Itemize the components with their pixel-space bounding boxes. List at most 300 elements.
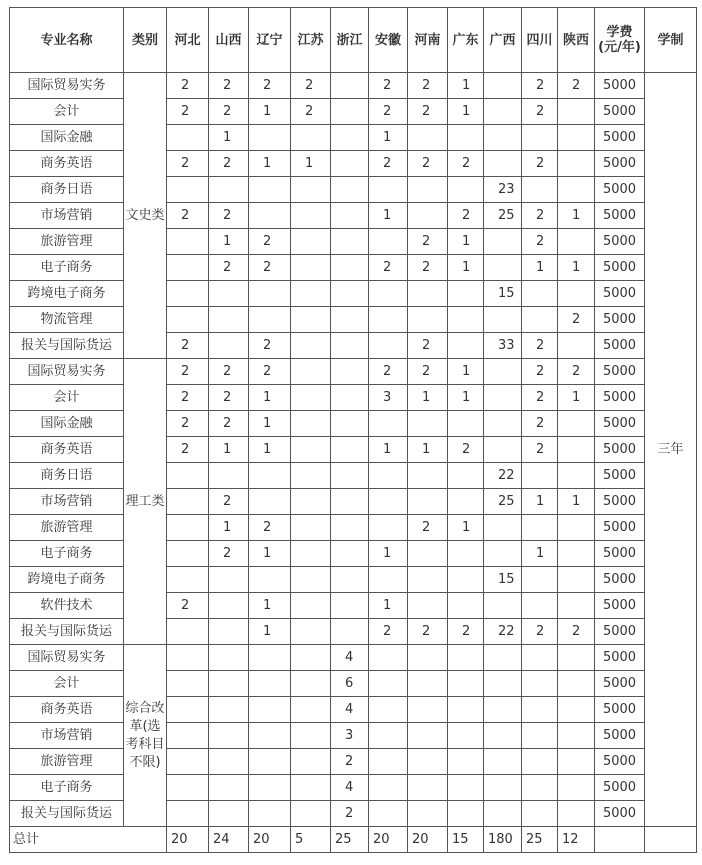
table-row xyxy=(10,359,697,385)
quota-cell: 2 xyxy=(209,489,249,515)
quota-cell: 2 xyxy=(167,333,209,359)
quota-cell: 2 xyxy=(369,359,408,385)
quota-cell xyxy=(291,463,331,489)
quota-cell xyxy=(331,281,369,307)
quota-cell xyxy=(249,671,291,697)
quota-cell xyxy=(249,775,291,801)
quota-cell: 2 xyxy=(558,359,595,385)
total-cell: 20 xyxy=(369,827,408,853)
quota-cell xyxy=(167,515,209,541)
major-name: 电子商务 xyxy=(10,775,124,801)
quota-cell xyxy=(408,177,448,203)
quota-cell xyxy=(331,411,369,437)
table-row xyxy=(10,307,697,333)
quota-cell: 22 xyxy=(484,619,522,645)
quota-cell xyxy=(209,333,249,359)
quota-cell: 2 xyxy=(249,73,291,99)
table-row xyxy=(10,541,697,567)
quota-cell xyxy=(331,125,369,151)
total-cell: 180 xyxy=(484,827,522,853)
fee-cell: 5000 xyxy=(595,593,645,619)
quota-cell: 25 xyxy=(484,489,522,515)
quota-cell: 1 xyxy=(209,437,249,463)
quota-cell: 2 xyxy=(522,151,558,177)
total-cell: 20 xyxy=(408,827,448,853)
fee-cell: 5000 xyxy=(595,177,645,203)
table-row xyxy=(10,177,697,203)
quota-cell xyxy=(369,775,408,801)
quota-cell xyxy=(167,697,209,723)
quota-cell xyxy=(291,177,331,203)
table-row xyxy=(10,697,697,723)
quota-cell: 2 xyxy=(408,619,448,645)
quota-cell xyxy=(558,463,595,489)
table-row xyxy=(10,125,697,151)
quota-cell: 1 xyxy=(249,385,291,411)
quota-cell xyxy=(209,463,249,489)
quota-cell: 1 xyxy=(558,385,595,411)
header-duration: 学制 xyxy=(645,8,697,73)
major-name: 电子商务 xyxy=(10,255,124,281)
quota-cell xyxy=(331,593,369,619)
quota-cell xyxy=(331,177,369,203)
quota-cell: 1 xyxy=(522,541,558,567)
header-province: 浙江 xyxy=(331,8,369,73)
major-name: 国际贸易实务 xyxy=(10,73,124,99)
table-row xyxy=(10,333,697,359)
quota-cell xyxy=(331,99,369,125)
enrollment-plan-table xyxy=(9,7,697,853)
quota-cell: 1 xyxy=(249,541,291,567)
major-name: 商务日语 xyxy=(10,463,124,489)
fee-cell: 5000 xyxy=(595,437,645,463)
quota-cell xyxy=(291,359,331,385)
quota-cell xyxy=(484,437,522,463)
quota-cell: 2 xyxy=(448,619,484,645)
quota-cell xyxy=(291,515,331,541)
quota-cell: 2 xyxy=(167,359,209,385)
quota-cell xyxy=(408,749,448,775)
quota-cell xyxy=(209,697,249,723)
quota-cell xyxy=(484,229,522,255)
quota-cell: 15 xyxy=(484,567,522,593)
quota-cell xyxy=(369,801,408,827)
quota-cell: 2 xyxy=(408,73,448,99)
quota-cell xyxy=(291,281,331,307)
header-province: 江苏 xyxy=(291,8,331,73)
quota-cell xyxy=(167,671,209,697)
quota-cell xyxy=(291,203,331,229)
quota-cell xyxy=(291,749,331,775)
quota-cell: 2 xyxy=(522,229,558,255)
quota-cell xyxy=(484,541,522,567)
quota-cell xyxy=(331,489,369,515)
major-name: 会计 xyxy=(10,99,124,125)
quota-cell xyxy=(484,125,522,151)
quota-cell: 2 xyxy=(522,73,558,99)
quota-cell xyxy=(408,697,448,723)
table-row xyxy=(10,567,697,593)
fee-cell: 5000 xyxy=(595,385,645,411)
quota-cell xyxy=(331,229,369,255)
quota-cell: 1 xyxy=(448,359,484,385)
quota-cell xyxy=(331,307,369,333)
major-name: 市场营销 xyxy=(10,723,124,749)
fee-cell: 5000 xyxy=(595,307,645,333)
quota-cell xyxy=(558,645,595,671)
major-name: 跨境电子商务 xyxy=(10,281,124,307)
quota-cell xyxy=(484,99,522,125)
quota-cell xyxy=(209,567,249,593)
quota-cell xyxy=(331,333,369,359)
quota-cell xyxy=(522,645,558,671)
header-province: 辽宁 xyxy=(249,8,291,73)
table-row xyxy=(10,281,697,307)
quota-cell: 1 xyxy=(249,619,291,645)
quota-cell: 2 xyxy=(209,73,249,99)
major-name: 软件技术 xyxy=(10,593,124,619)
table-row xyxy=(10,99,697,125)
quota-cell xyxy=(331,619,369,645)
quota-cell xyxy=(484,307,522,333)
quota-cell xyxy=(522,749,558,775)
total-cell: 25 xyxy=(331,827,369,853)
quota-cell: 1 xyxy=(369,437,408,463)
quota-cell: 1 xyxy=(209,229,249,255)
quota-cell: 2 xyxy=(408,359,448,385)
quota-cell: 2 xyxy=(209,151,249,177)
quota-cell xyxy=(522,801,558,827)
quota-cell xyxy=(249,749,291,775)
quota-cell: 1 xyxy=(558,255,595,281)
quota-cell xyxy=(522,463,558,489)
quota-cell xyxy=(291,385,331,411)
quota-cell xyxy=(448,541,484,567)
quota-cell: 1 xyxy=(522,489,558,515)
quota-cell: 2 xyxy=(209,385,249,411)
quota-cell: 2 xyxy=(249,515,291,541)
quota-cell xyxy=(291,307,331,333)
quota-cell xyxy=(448,567,484,593)
quota-cell xyxy=(331,203,369,229)
quota-cell: 22 xyxy=(484,463,522,489)
quota-cell xyxy=(249,281,291,307)
table-row xyxy=(10,385,697,411)
header-province: 山西 xyxy=(209,8,249,73)
table-row xyxy=(10,645,697,671)
quota-cell xyxy=(408,307,448,333)
quota-cell xyxy=(209,671,249,697)
quota-cell xyxy=(249,697,291,723)
quota-cell: 2 xyxy=(408,255,448,281)
fee-cell: 5000 xyxy=(595,671,645,697)
quota-cell xyxy=(558,515,595,541)
fee-cell: 5000 xyxy=(595,411,645,437)
fee-cell: 5000 xyxy=(595,515,645,541)
quota-cell: 2 xyxy=(369,99,408,125)
quota-cell: 23 xyxy=(484,177,522,203)
quota-cell: 2 xyxy=(249,229,291,255)
quota-cell: 2 xyxy=(408,333,448,359)
quota-cell: 1 xyxy=(448,515,484,541)
quota-cell xyxy=(291,671,331,697)
quota-cell: 2 xyxy=(291,73,331,99)
quota-cell xyxy=(448,307,484,333)
quota-cell: 1 xyxy=(209,515,249,541)
quota-cell xyxy=(167,567,209,593)
quota-cell xyxy=(448,333,484,359)
quota-cell: 15 xyxy=(484,281,522,307)
quota-cell xyxy=(369,645,408,671)
fee-cell: 5000 xyxy=(595,775,645,801)
table-row xyxy=(10,671,697,697)
quota-cell xyxy=(484,515,522,541)
quota-cell: 2 xyxy=(209,359,249,385)
quota-cell xyxy=(448,125,484,151)
fee-cell: 5000 xyxy=(595,697,645,723)
quota-cell: 1 xyxy=(448,385,484,411)
header-major: 专业名称 xyxy=(10,8,124,73)
quota-cell xyxy=(331,385,369,411)
table-row xyxy=(10,801,697,827)
quota-cell: 2 xyxy=(249,359,291,385)
quota-cell xyxy=(484,645,522,671)
quota-cell xyxy=(558,749,595,775)
table-row xyxy=(10,73,697,99)
quota-cell xyxy=(558,125,595,151)
quota-cell xyxy=(369,307,408,333)
quota-cell: 4 xyxy=(331,775,369,801)
quota-cell xyxy=(522,671,558,697)
major-name: 旅游管理 xyxy=(10,515,124,541)
quota-cell xyxy=(249,801,291,827)
quota-cell xyxy=(522,697,558,723)
header-row xyxy=(10,8,697,73)
quota-cell xyxy=(291,723,331,749)
quota-cell xyxy=(249,723,291,749)
quota-cell: 2 xyxy=(209,411,249,437)
quota-cell xyxy=(291,489,331,515)
total-cell: 15 xyxy=(448,827,484,853)
quota-cell xyxy=(558,99,595,125)
table-row xyxy=(10,723,697,749)
quota-cell xyxy=(408,801,448,827)
quota-cell: 1 xyxy=(369,125,408,151)
quota-cell xyxy=(448,177,484,203)
quota-cell xyxy=(249,463,291,489)
quota-cell xyxy=(408,203,448,229)
quota-cell xyxy=(448,411,484,437)
table-row xyxy=(10,229,697,255)
quota-cell: 1 xyxy=(448,99,484,125)
quota-cell xyxy=(209,801,249,827)
quota-cell xyxy=(448,801,484,827)
major-name: 市场营销 xyxy=(10,203,124,229)
fee-cell: 5000 xyxy=(595,463,645,489)
quota-cell xyxy=(558,671,595,697)
quota-cell: 2 xyxy=(209,203,249,229)
major-name: 国际贸易实务 xyxy=(10,645,124,671)
quota-cell xyxy=(369,671,408,697)
total-cell: 20 xyxy=(249,827,291,853)
category-cell: 理工类 xyxy=(124,359,167,645)
quota-cell xyxy=(209,593,249,619)
quota-cell xyxy=(167,125,209,151)
quota-cell xyxy=(331,437,369,463)
quota-cell xyxy=(291,593,331,619)
quota-cell: 2 xyxy=(369,619,408,645)
quota-cell xyxy=(249,489,291,515)
header-province: 陕西 xyxy=(558,8,595,73)
quota-cell xyxy=(167,489,209,515)
fee-cell: 5000 xyxy=(595,359,645,385)
quota-cell xyxy=(558,177,595,203)
table-row xyxy=(10,151,697,177)
quota-cell xyxy=(291,229,331,255)
quota-cell: 2 xyxy=(522,385,558,411)
quota-cell xyxy=(167,645,209,671)
quota-cell xyxy=(291,801,331,827)
fee-cell: 5000 xyxy=(595,203,645,229)
total-label: 总计 xyxy=(10,827,167,853)
quota-cell: 1 xyxy=(249,593,291,619)
quota-cell xyxy=(167,723,209,749)
quota-cell xyxy=(408,645,448,671)
quota-cell xyxy=(408,489,448,515)
quota-cell: 2 xyxy=(167,437,209,463)
major-name: 跨境电子商务 xyxy=(10,567,124,593)
quota-cell xyxy=(408,671,448,697)
quota-cell xyxy=(369,515,408,541)
quota-cell: 1 xyxy=(558,489,595,515)
quota-cell xyxy=(209,775,249,801)
header-province: 河南 xyxy=(408,8,448,73)
quota-cell: 2 xyxy=(249,255,291,281)
quota-cell xyxy=(369,489,408,515)
quota-cell: 1 xyxy=(209,125,249,151)
quota-cell xyxy=(167,307,209,333)
quota-cell xyxy=(369,333,408,359)
major-name: 报关与国际货运 xyxy=(10,801,124,827)
quota-cell xyxy=(291,333,331,359)
quota-cell xyxy=(408,463,448,489)
quota-cell: 2 xyxy=(167,385,209,411)
quota-cell xyxy=(558,697,595,723)
quota-cell: 2 xyxy=(448,151,484,177)
quota-cell: 2 xyxy=(522,411,558,437)
quota-cell xyxy=(522,775,558,801)
quota-cell xyxy=(209,723,249,749)
quota-cell xyxy=(408,593,448,619)
quota-cell xyxy=(291,411,331,437)
quota-cell xyxy=(408,411,448,437)
quota-cell xyxy=(484,359,522,385)
quota-cell: 25 xyxy=(484,203,522,229)
quota-cell xyxy=(558,775,595,801)
quota-cell xyxy=(448,489,484,515)
quota-cell xyxy=(209,177,249,203)
quota-cell xyxy=(408,567,448,593)
quota-cell xyxy=(209,749,249,775)
quota-cell xyxy=(291,567,331,593)
quota-cell: 4 xyxy=(331,697,369,723)
total-cell: 12 xyxy=(558,827,595,853)
quota-cell xyxy=(249,177,291,203)
quota-cell xyxy=(369,177,408,203)
quota-cell xyxy=(484,151,522,177)
total-cell: 5 xyxy=(291,827,331,853)
quota-cell xyxy=(331,515,369,541)
quota-cell xyxy=(209,619,249,645)
quota-cell xyxy=(167,177,209,203)
quota-cell: 2 xyxy=(331,801,369,827)
total-fee-empty xyxy=(595,827,645,853)
table-row xyxy=(10,515,697,541)
fee-cell: 5000 xyxy=(595,73,645,99)
quota-cell: 1 xyxy=(369,593,408,619)
quota-cell xyxy=(249,125,291,151)
quota-cell xyxy=(291,125,331,151)
quota-cell xyxy=(167,281,209,307)
quota-cell xyxy=(408,775,448,801)
quota-cell: 2 xyxy=(522,99,558,125)
quota-cell xyxy=(291,645,331,671)
quota-cell xyxy=(522,723,558,749)
quota-cell: 1 xyxy=(448,73,484,99)
quota-cell xyxy=(249,567,291,593)
quota-cell: 2 xyxy=(167,411,209,437)
major-name: 商务日语 xyxy=(10,177,124,203)
table-row xyxy=(10,775,697,801)
quota-cell xyxy=(408,541,448,567)
quota-cell xyxy=(408,723,448,749)
quota-cell xyxy=(209,307,249,333)
quota-cell: 1 xyxy=(408,385,448,411)
total-cell: 24 xyxy=(209,827,249,853)
quota-cell xyxy=(209,645,249,671)
quota-cell xyxy=(522,593,558,619)
quota-cell xyxy=(167,619,209,645)
quota-cell xyxy=(484,593,522,619)
quota-cell xyxy=(522,281,558,307)
quota-cell xyxy=(167,229,209,255)
quota-cell xyxy=(369,697,408,723)
quota-cell xyxy=(408,281,448,307)
quota-cell: 1 xyxy=(408,437,448,463)
quota-cell xyxy=(448,749,484,775)
quota-cell: 3 xyxy=(331,723,369,749)
quota-cell xyxy=(331,151,369,177)
quota-cell: 3 xyxy=(369,385,408,411)
quota-cell: 2 xyxy=(249,333,291,359)
quota-cell xyxy=(448,723,484,749)
quota-cell: 2 xyxy=(522,437,558,463)
total-row xyxy=(10,827,697,853)
quota-cell: 1 xyxy=(249,99,291,125)
quota-cell xyxy=(522,567,558,593)
quota-cell xyxy=(558,801,595,827)
table-row xyxy=(10,593,697,619)
quota-cell xyxy=(484,801,522,827)
fee-cell: 5000 xyxy=(595,801,645,827)
major-name: 会计 xyxy=(10,671,124,697)
quota-cell xyxy=(167,463,209,489)
quota-cell xyxy=(558,593,595,619)
fee-cell: 5000 xyxy=(595,281,645,307)
major-name: 市场营销 xyxy=(10,489,124,515)
quota-cell xyxy=(558,723,595,749)
quota-cell xyxy=(209,281,249,307)
